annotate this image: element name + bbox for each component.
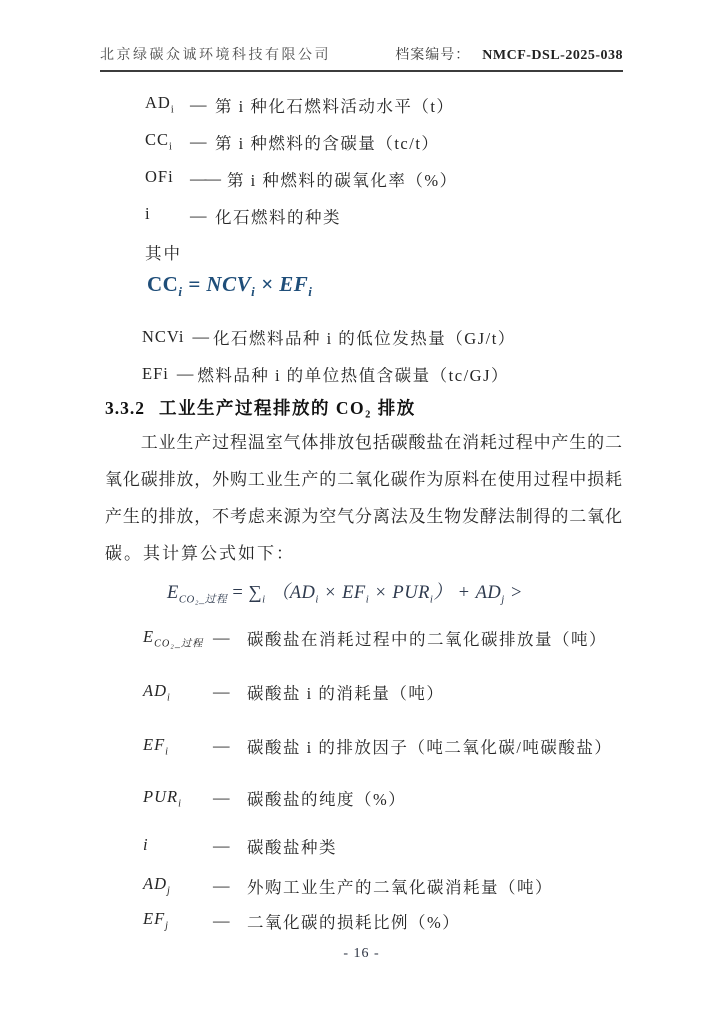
symbol-subscript: i	[165, 746, 170, 758]
symbol-label	[143, 681, 213, 703]
paragraph-line: 产生的排放，不考虑来源为空气分离法及生物发酵法制得的二氧化	[105, 507, 622, 526]
dash-separator: ——	[190, 168, 219, 188]
symbol-subscript: i	[170, 104, 175, 116]
formula-part: = NCV	[182, 272, 252, 296]
dash-separator: —	[190, 131, 205, 151]
definition-text: 第 i 种燃料的碳氧化率（%）	[227, 170, 458, 190]
symbol-label	[143, 627, 213, 649]
page-header	[100, 44, 623, 72]
formula-process-emission	[167, 578, 523, 607]
body-paragraph	[105, 424, 622, 572]
definition-text: 二氧化碳的损耗比例（%）	[247, 912, 461, 932]
definition-text: 燃料品种 i 的单位热值含碳量（tc/GJ）	[197, 365, 510, 385]
dash-separator: —	[190, 94, 205, 114]
symbol-main: CC	[145, 130, 170, 150]
definition-text: 碳酸盐种类	[247, 838, 337, 857]
symbol-label	[143, 909, 213, 931]
definition-row	[143, 664, 623, 720]
symbol-label	[145, 93, 190, 115]
dash-separator: —	[190, 205, 205, 225]
formula-subscript: j	[501, 593, 505, 606]
symbol-label	[143, 787, 213, 809]
symbol-subscript: j	[167, 885, 171, 897]
formula-subscript: i	[251, 284, 256, 300]
symbol-main: EF	[143, 909, 166, 929]
formula-part: （AD	[265, 583, 316, 603]
archive-number: NMCF-DSL-2025-038	[482, 48, 623, 63]
definition-text: 第 i 种燃料的含碳量（tc/t）	[215, 133, 440, 153]
symbol-label: EFi	[142, 363, 169, 383]
archive-label: 档案编号：	[395, 48, 471, 63]
formula-part: × PUR	[369, 583, 430, 603]
symbol-label	[145, 130, 190, 152]
formula-part: E	[167, 583, 179, 603]
page-footer	[0, 946, 723, 962]
formula-subscript: i	[262, 593, 266, 606]
definition-text: 化石燃料的种类	[215, 207, 341, 227]
symbol-main: E	[143, 626, 155, 646]
dash-separator: —	[213, 788, 228, 807]
formula-subscript: CO₂_过程	[178, 593, 228, 606]
symbol-subscript: i	[178, 798, 182, 810]
dash-separator: —	[213, 836, 228, 855]
definition-text: 碳酸盐在消耗过程中的二氧化碳排放量（吨）	[247, 630, 607, 649]
definition-text: 碳酸盐 i 的排放因子（吨二氧化碳/吨碳酸盐）	[247, 738, 613, 757]
symbol-main: OFi	[145, 167, 174, 187]
formula-part: CC	[147, 272, 179, 296]
definition-text: 碳酸盐 i 的消耗量（吨）	[247, 684, 445, 703]
ncv-definitions-list	[142, 318, 516, 392]
symbol-main: i	[145, 204, 151, 224]
definition-row	[143, 903, 623, 938]
formula-subscript: i	[429, 593, 434, 606]
dash-separator: —	[192, 326, 207, 346]
section-heading	[105, 395, 416, 420]
symbol-main: PUR	[143, 786, 179, 806]
definition-text: 第 i 种化石燃料活动水平（t）	[215, 96, 455, 116]
symbol-label	[145, 204, 190, 226]
dash-separator: —	[176, 363, 192, 383]
formula-part: = ∑	[227, 583, 263, 603]
definition-text: 外购工业生产的二氧化碳消耗量（吨）	[247, 877, 553, 897]
symbol-label	[143, 735, 213, 757]
formula-carbon-content	[147, 272, 312, 300]
dash-separator: —	[213, 628, 228, 647]
definition-row	[142, 355, 516, 392]
symbol-subscript: CO₂_过程	[154, 638, 204, 650]
definition-row	[145, 123, 458, 160]
symbol-subscript: i	[169, 141, 173, 153]
formula-subscript: i	[178, 284, 183, 300]
process-definitions-list	[143, 612, 623, 938]
among-label: 其中	[145, 244, 182, 263]
formula-subscript: i	[365, 593, 370, 606]
formula-subscript: i	[315, 593, 319, 606]
section-title: 工业生产过程排放的 CO₂ 排放	[159, 398, 416, 418]
definition-row	[143, 772, 623, 824]
symbol-subscript: j	[165, 920, 170, 932]
archive-number-field	[395, 44, 623, 64]
symbol-main: EF	[143, 734, 166, 754]
definition-row	[145, 86, 458, 123]
dash-separator: —	[213, 910, 228, 930]
symbol-main: AD	[145, 93, 171, 113]
symbol-main: i	[143, 834, 149, 854]
definition-row	[143, 720, 623, 772]
paragraph-line: 碳。其计算公式如下：	[105, 544, 295, 563]
definition-row	[145, 160, 458, 197]
symbol-subscript: i	[167, 692, 171, 704]
section-number: 3.3.2	[105, 398, 145, 418]
symbol-label	[145, 167, 190, 189]
symbol-label	[143, 874, 213, 896]
fuel-definitions-list	[145, 86, 458, 234]
definition-text: 碳酸盐的纯度（%）	[247, 790, 407, 809]
formula-part: × EF	[318, 583, 366, 603]
company-name: 北京绿碳众诚环境科技有限公司	[100, 48, 331, 63]
dash-separator: —	[213, 682, 228, 701]
dash-separator: —	[213, 736, 228, 755]
symbol-label: NCVi	[142, 326, 185, 346]
page-number: - 16 -	[343, 946, 380, 961]
definition-row	[142, 318, 516, 355]
formula-part: × EF	[255, 272, 309, 296]
symbol-label	[143, 835, 213, 857]
definition-row	[143, 612, 623, 664]
paragraph-line: 工业生产过程温室气体排放包括碳酸盐在消耗过程中产生的二	[140, 433, 622, 452]
symbol-main: AD	[143, 680, 167, 700]
dash-separator: —	[213, 875, 228, 895]
formula-part: ） + AD	[433, 583, 502, 603]
definition-text: 化石燃料品种 i 的低位发热量（GJ/t）	[212, 328, 516, 348]
definition-row	[143, 868, 623, 903]
paragraph-line: 氧化碳排放，外购工业生产的二氧化碳作为原料在使用过程中损耗	[105, 470, 622, 489]
symbol-main: AD	[143, 874, 167, 894]
formula-part: >	[504, 583, 523, 603]
formula-subscript: i	[308, 284, 313, 300]
definition-row	[145, 197, 458, 234]
definition-row	[143, 824, 623, 868]
